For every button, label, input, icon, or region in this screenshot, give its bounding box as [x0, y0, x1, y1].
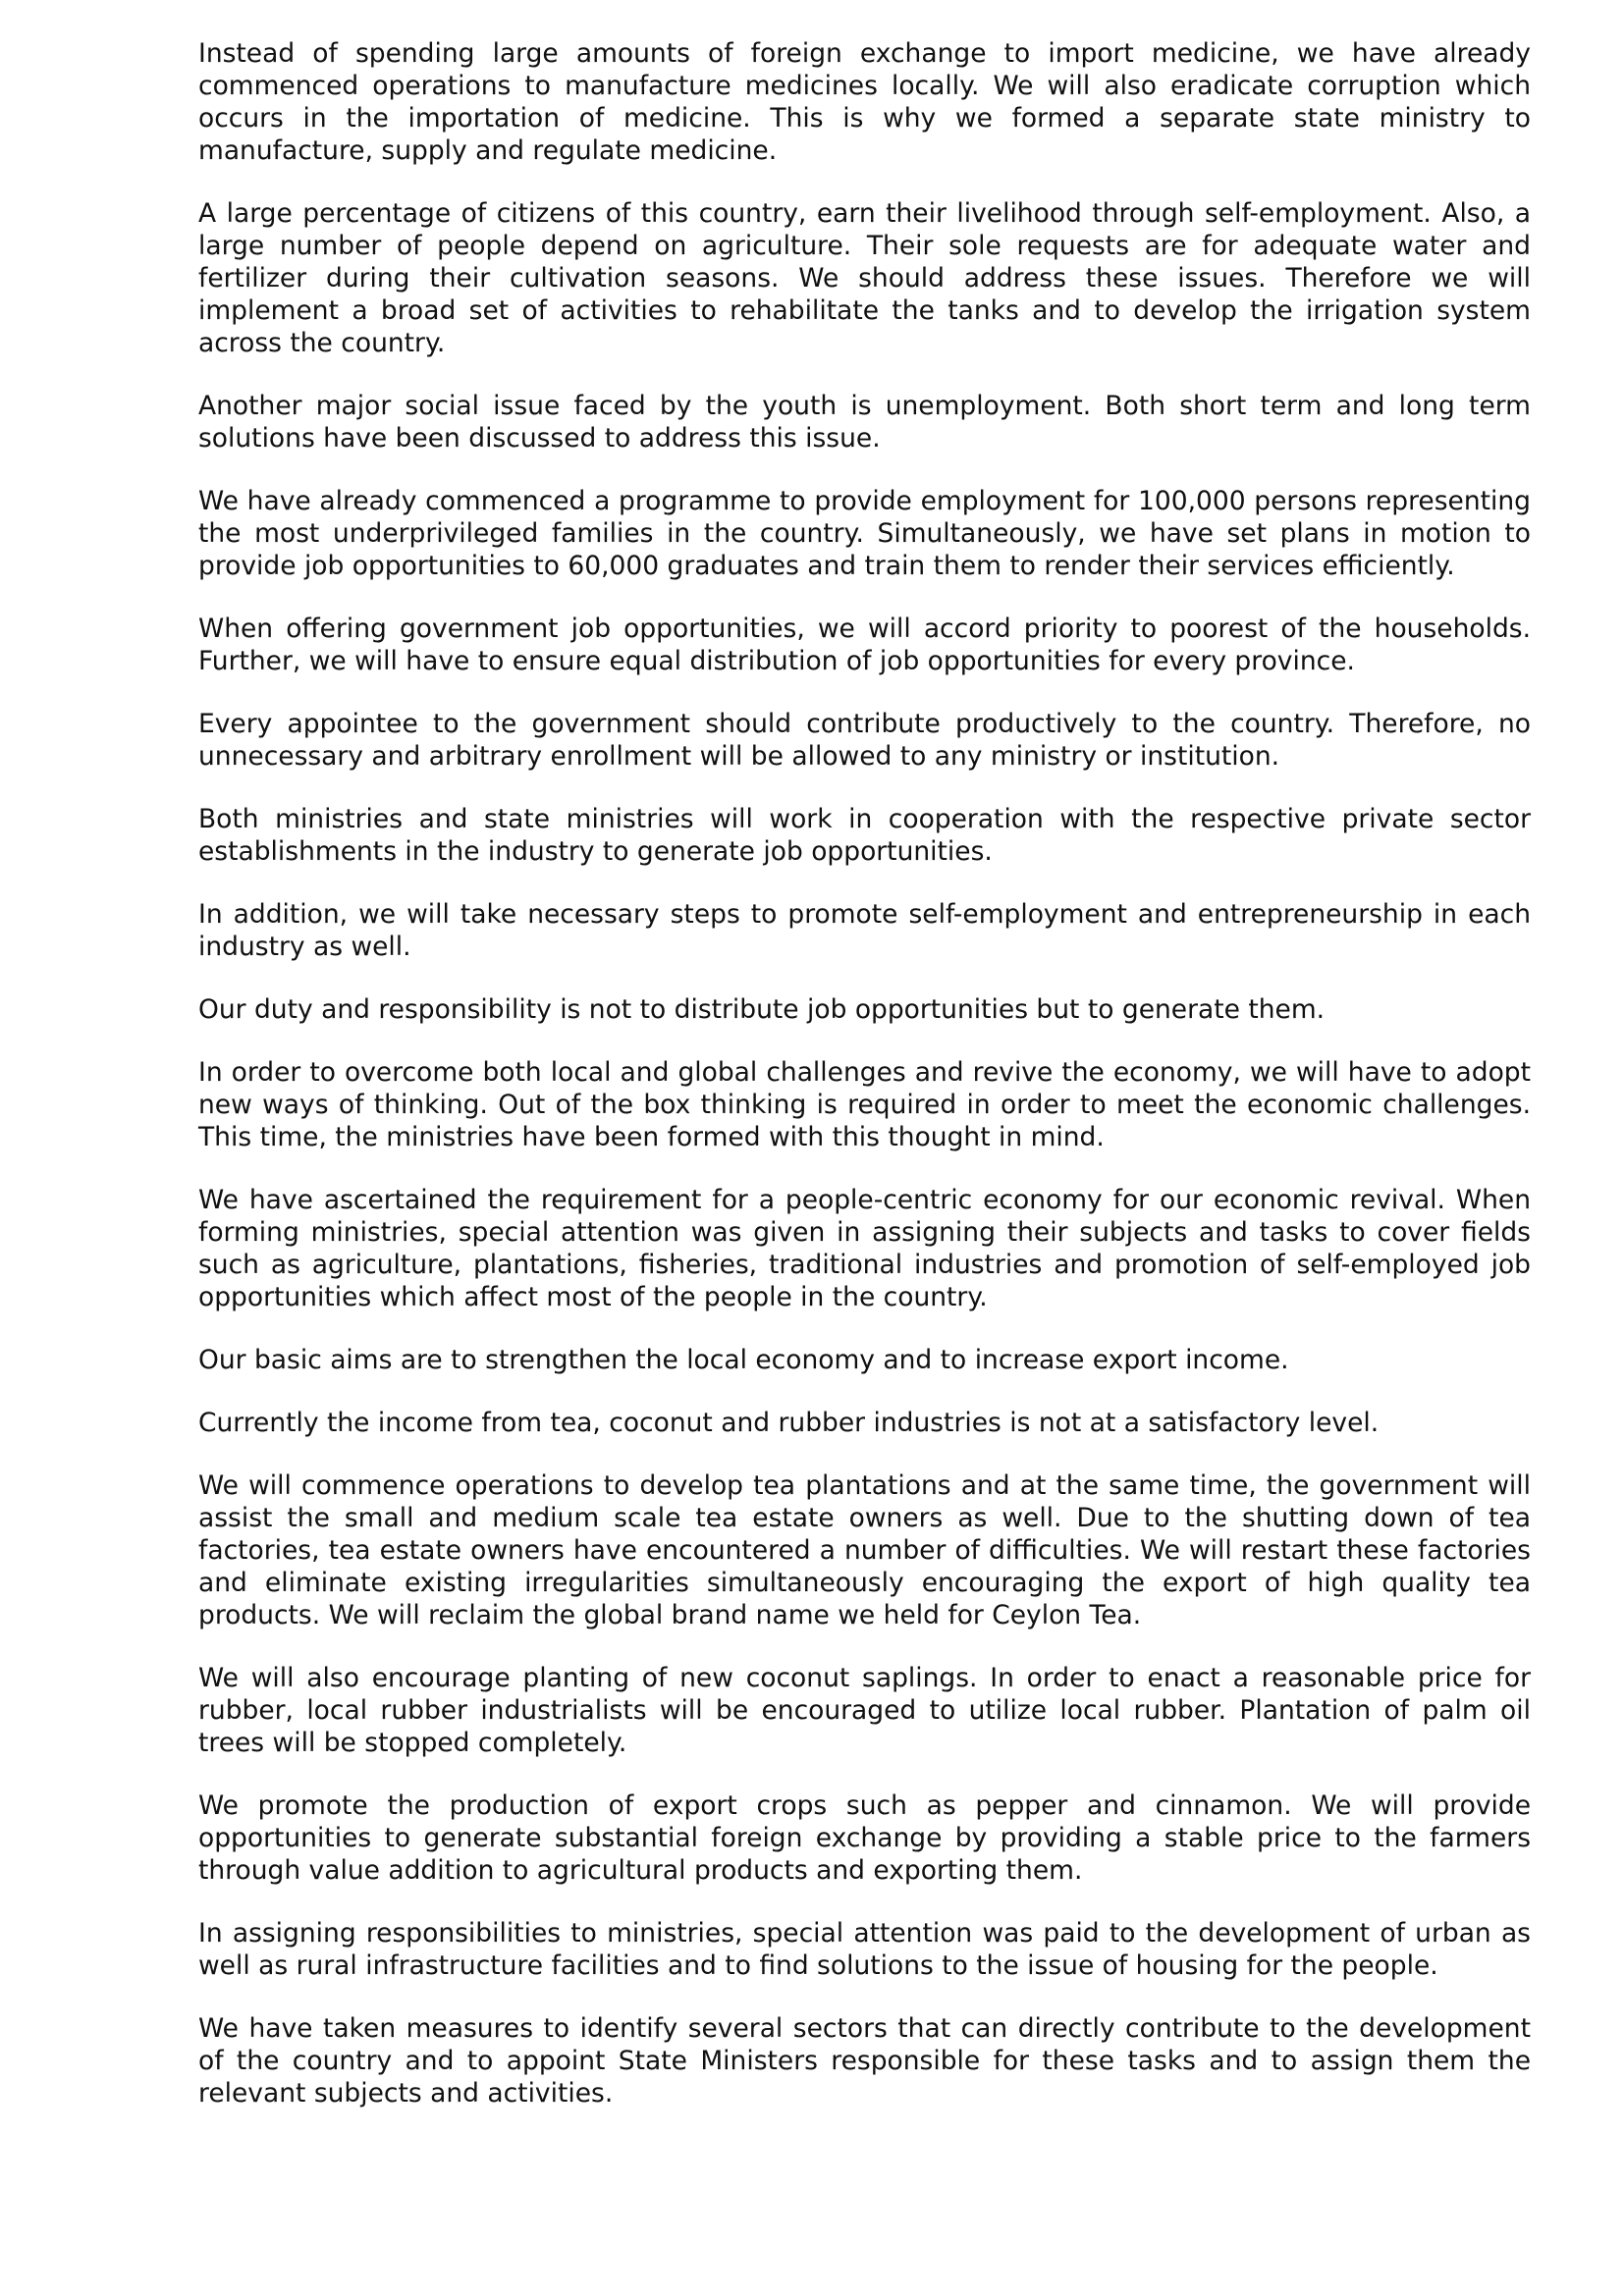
paragraph-duty: Our duty and responsibility is not to distribute job opportunities but to generate them.: [198, 994, 1326, 1025]
paragraph-youth-unemployment: Another major social issue faced by the youth is unemployment. Both short term and long term solutions have been discussed to address this issue.: [198, 391, 1531, 454]
paragraph-tea-plantations: We will commence operations to develop tea plantations and at the same time, the government will assist the small and medium scale tea estate owners as well. Due to the shutting down of tea factories, tea estate owners have encountered a number of difficulties. We will restart these factories and eliminate existing irregularities simultaneously encouraging the export of high quality tea products. We will reclaim the global brand name we held for Ceylon Tea.: [198, 1470, 1531, 1630]
paragraph-medicine: Instead of spending large amounts of foreign exchange to import medicine, we have already commenced operations to manufacture medicines locally. We will also eradicate corruption which occurs in the importation of medicine. This is why we formed a separate state ministry to manufacture, supply and regulate medicine.: [198, 38, 1531, 166]
paragraph-plantation-income: Currently the income from tea, coconut and rubber industries is not at a satisfactory level.: [198, 1408, 1380, 1438]
paragraph-basic-aims: Our basic aims are to strengthen the local economy and to increase export income.: [198, 1345, 1289, 1375]
paragraph-coconut-rubber: We will also encourage planting of new coconut saplings. In order to enact a reasonable price for rubber, local rubber industrialists will be encouraged to utilize local rubber. Plantation of palm oil trees will be stopped completely.: [198, 1663, 1531, 1758]
paragraph-government-jobs: When offering government job opportunities, we will accord priority to poorest of the households. Further, we will have to ensure equal distribution of job opportunities for every province.: [198, 614, 1531, 676]
paragraph-export-crops: We promote the production of export crops such as pepper and cinnamon. We will provide opportunities to generate substantial foreign exchange by providing a stable price to the farmers through value addition to agricultural products and exporting them.: [198, 1790, 1531, 1886]
document-page: [198, 37, 1531, 2109]
paragraph-employment-programme: We have already commenced a programme to provide employment for 100,000 persons representing the most underprivileged families in the country. Simultaneously, we have set plans in motion to provide job opportunities to 60,000 graduates and train them to render their services efficiently.: [198, 486, 1531, 581]
paragraph-state-ministers: We have taken measures to identify several sectors that can directly contribute to the development of the country and to appoint State Ministers responsible for these tasks and to assign them the relevant subjects and activities.: [198, 2013, 1531, 2109]
paragraph-self-employment: A large percentage of citizens of this country, earn their livelihood through self-employment. Also, a large number of people depend on agriculture. Their sole requests are for adequate water and fertilizer during their cultivation seasons. We should address these issues. Therefore we will implement a broad set of activities to rehabilitate the tanks and to develop the irrigation system across the country.: [198, 198, 1531, 358]
paragraph-entrepreneurship: In addition, we will take necessary steps to promote self-employment and entrepreneurship in each industry as well.: [198, 899, 1531, 962]
paragraph-appointees: Every appointee to the government should contribute productively to the country. Therefore, no unnecessary and arbitrary enrollment will be allowed to any ministry or institution.: [198, 709, 1531, 772]
paragraph-ministries-cooperation: Both ministries and state ministries will work in cooperation with the respective private sector establishments in the industry to generate job opportunities.: [198, 804, 1531, 867]
paragraph-new-thinking: In order to overcome both local and global challenges and revive the economy, we will have to adopt new ways of thinking. Out of the box thinking is required in order to meet the economic challenges. This time, the ministries have been formed with this thought in mind.: [198, 1057, 1531, 1152]
paragraph-people-centric-economy: We have ascertained the requirement for a people-centric economy for our economic revival. When forming ministries, special attention was given in assigning their subjects and tasks to cover fields such as agriculture, plantations, fisheries, traditional industries and promotion of self-employed job opportunities which affect most of the people in the country.: [198, 1185, 1531, 1312]
paragraph-infrastructure: In assigning responsibilities to ministries, special attention was paid to the development of urban as well as rural infrastructure facilities and to find solutions to the issue of housing for the people.: [198, 1918, 1531, 1981]
